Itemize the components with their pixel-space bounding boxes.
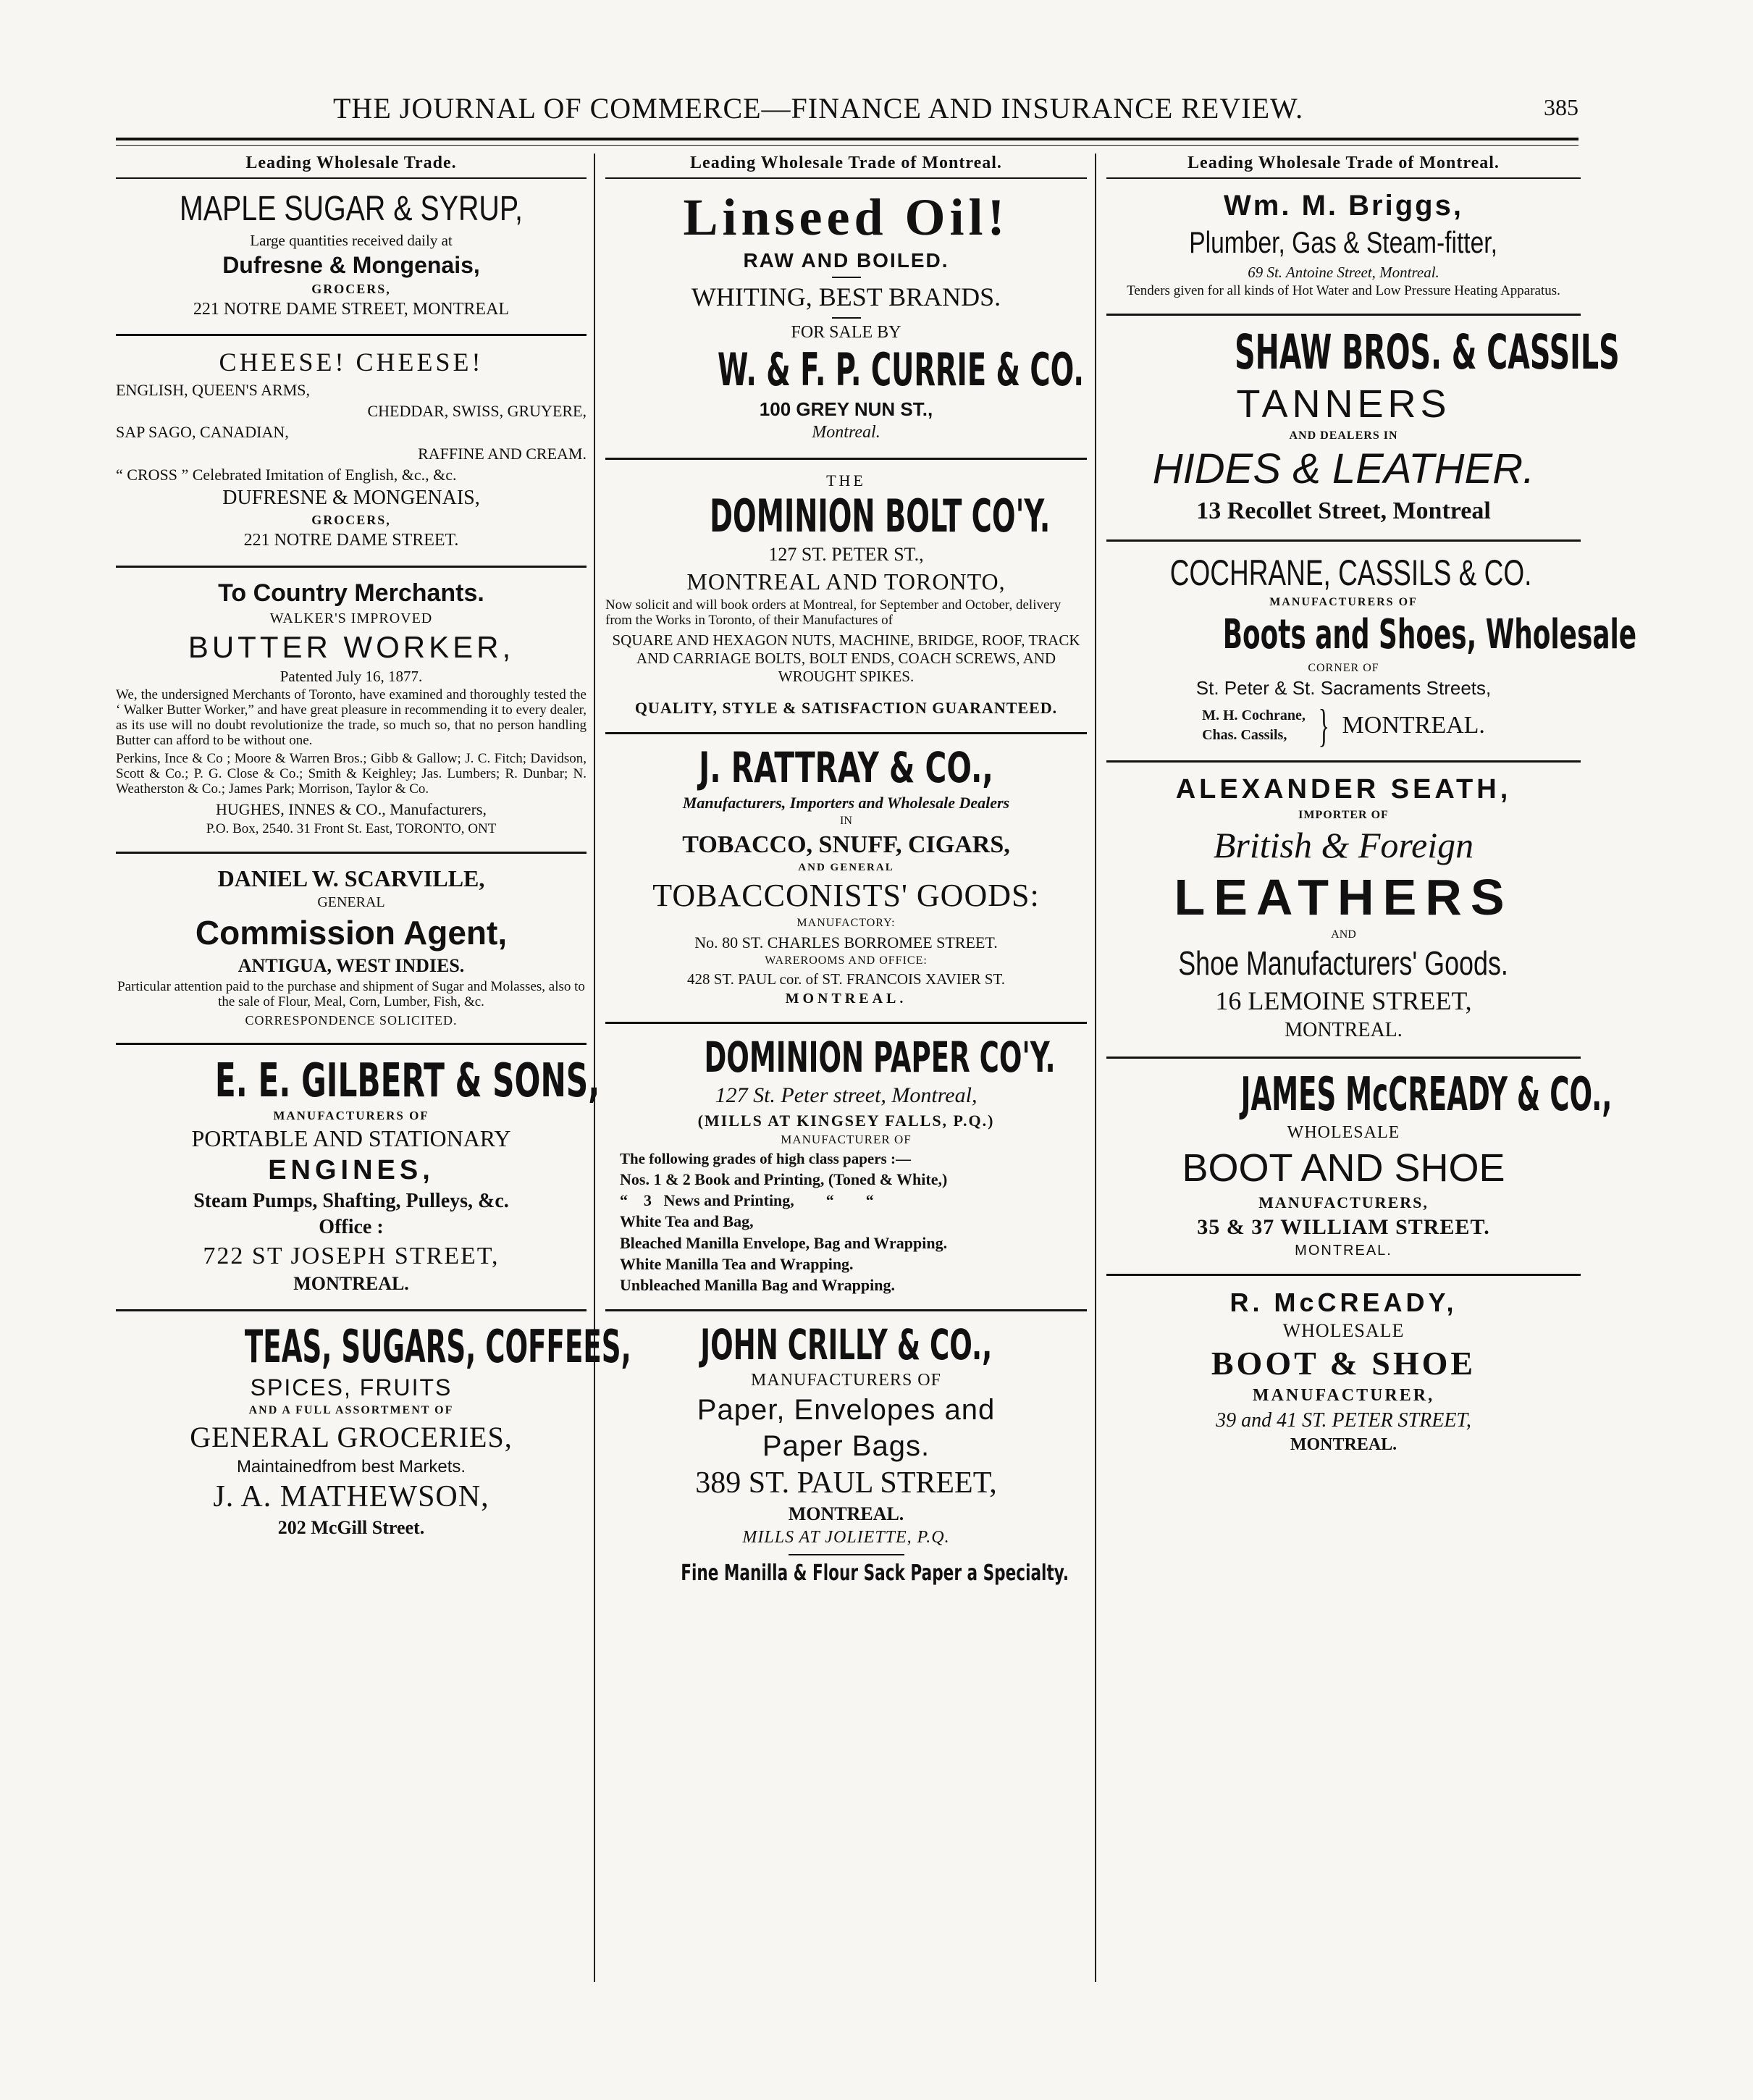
partners-block (1106, 699, 1581, 751)
firm-name: JOHN CRILLY & CO., (700, 1319, 992, 1369)
ad-cochrane-cassils (1106, 552, 1637, 763)
firm-name: Wm. M. Briggs, (1224, 190, 1463, 222)
paper-grades-list (605, 1150, 1087, 1295)
ad-text: Paper, Envelopes and (697, 1394, 996, 1427)
ad-text: MANUFACTURER OF (781, 1133, 912, 1147)
ad-text: CORNER OF (1308, 661, 1379, 674)
ad-text: AND A FULL ASSORTMENT OF (248, 1404, 454, 1417)
brace-glyph: } (1318, 699, 1329, 751)
ad-text: Patented July 16, 1877. (279, 668, 423, 686)
ad-gilbert (116, 1054, 600, 1312)
ad-text: MONTREAL AND TORONTO, (686, 568, 1006, 595)
ad-address: 127 St. Peter street, Montreal, (715, 1083, 978, 1108)
ad-text: (MILLS AT KINGSEY FALLS, P.Q.) (697, 1111, 995, 1130)
product-name: BOOT & SHOE (1211, 1345, 1476, 1382)
column-right (1106, 154, 1637, 1982)
ad-r-mccready (1106, 1288, 1581, 1470)
firm-name: J. RATTRAY & CO., (699, 742, 993, 792)
ad-body: Perkins, Ince & Co ; Moore & Warren Bros.; Gibb & Gallow; J. C. Fitch; Davidson, Scott & Co.; P. G. Close & Co.; Smith & Keighley; Jas. Lumbers; R. Dunbar; N. Weatherston & Co.; James Park; Morrison, Taylor & Co. (116, 750, 587, 797)
page-header (116, 87, 1578, 130)
ad-text: THE (826, 471, 866, 490)
ad-text: Maintainedfrom best Markets. (236, 1456, 466, 1477)
ad-title: Linseed Oil! (683, 188, 1009, 246)
ad-text: RAW AND BOILED. (743, 249, 949, 272)
ad-city: MONTREAL. (293, 1273, 409, 1295)
ad-title: Commission Agent, (195, 914, 508, 952)
product-name: Boots and Shoes, Wholesale (1222, 611, 1637, 659)
ad-city: MONTREAL. (1285, 1019, 1403, 1042)
ad-address: 221 NOTRE DAME STREET, MONTREAL (193, 299, 510, 319)
ad-text: Steam Pumps, Shafting, Pulleys, &c. (193, 1189, 509, 1212)
ad-text: WHOLESALE (1287, 1122, 1400, 1142)
ad-title: MAPLE SUGAR & SYRUP, (180, 190, 523, 228)
ad-text: MANUFACTORY: (796, 917, 896, 930)
ad-text: MANUFACTURERS, (1258, 1193, 1429, 1212)
ad-address: 202 McGill Street. (277, 1517, 425, 1539)
firm-name: W. & F. P. CURRIE & CO. (718, 343, 1085, 397)
ad-body: Tenders given for all kinds of Hot Water and Low Pressure Heating Apparatus. (1127, 283, 1560, 299)
ad-text: MILLS AT JOLIETTE, P.Q. (742, 1528, 950, 1547)
column-heading: Leading Wholesale Trade. (116, 154, 587, 179)
ad-city: MONTREAL. (1295, 1243, 1392, 1259)
column-heading: Leading Wholesale Trade of Montreal. (1106, 154, 1581, 179)
ad-text: Fine Manilla & Flour Sack Paper a Specialty. (681, 1560, 1069, 1586)
ad-city: MONTREAL. (785, 991, 907, 1007)
ad-alexander-seath (1106, 774, 1581, 1059)
firm-name: DANIEL W. SCARVILLE, (217, 865, 485, 891)
ad-text: FOR SALE BY (791, 322, 901, 342)
ad-text: TOBACCO, SNUFF, CIGARS, (682, 831, 1010, 859)
short-rule (832, 317, 861, 319)
ad-text: TOBACCONISTS' GOODS: (652, 877, 1040, 913)
ad-text: AND (1331, 928, 1356, 941)
ad-teas (116, 1320, 631, 1553)
ad-address: 35 & 37 WILLIAM STREET. (1197, 1214, 1490, 1239)
ad-text: SAP SAGO, CANADIAN, (116, 423, 289, 442)
ad-address: 16 LEMOINE STREET, (1215, 986, 1472, 1015)
ad-text: GENERAL GROCERIES, (190, 1420, 513, 1453)
product-name: BOOT AND SHOE (1182, 1146, 1505, 1190)
ad-james-mccready (1106, 1068, 1613, 1276)
ad-text: HIDES & LEATHER. (1152, 445, 1535, 493)
ad-body: Particular attention paid to the purchase and shipment of Sugar and Molasses, also to the sale of Flour, Meal, Corn, Lumber, Fish, &c. (117, 979, 585, 1010)
ad-rattray (605, 742, 1087, 1025)
column-heading: Leading Wholesale Trade of Montreal. (605, 154, 1087, 179)
product-name: ENGINES, (268, 1155, 434, 1186)
ad-text: Plumber, Gas & Steam-fitter, (1189, 225, 1498, 259)
ad-text: GROCERS, (311, 513, 391, 528)
ad-title: To Country Merchants. (218, 579, 484, 607)
ad-maple-sugar (116, 189, 587, 336)
ad-text: GROCERS, (311, 282, 391, 297)
firm-name: JAMES McCREADY & CO., (1240, 1068, 1613, 1122)
ad-text: “ CROSS ” Celebrated Imitation of English, &c., &c. (116, 465, 457, 484)
list-item: Unbleached Manilla Bag and Wrapping. (620, 1276, 896, 1295)
ad-text: Office : (319, 1216, 384, 1239)
firm-name: DOMINION PAPER CO'Y. (704, 1033, 1056, 1083)
ad-text: MANUFACTURERS OF (273, 1108, 429, 1122)
ad-title: TEAS, SUGARS, COFFEES, (244, 1320, 631, 1374)
list-item: The following grades of high class papers :— (620, 1149, 911, 1167)
ad-address: P.O. Box, 2540. 31 Front St. East, TORONTO, ONT (206, 820, 497, 836)
firm-name: R. McCREADY, (1229, 1288, 1458, 1318)
short-rule (789, 1554, 904, 1555)
ad-text: WHOLESALE (1282, 1320, 1405, 1342)
partner-name: M. H. Cochrane, (1202, 707, 1306, 723)
ad-text: MANUFACTURERS OF (1269, 595, 1418, 608)
column-left (116, 154, 631, 1982)
ad-text: Large quantities received daily at (250, 232, 453, 250)
ad-dominion-paper (605, 1033, 1087, 1311)
ad-butter-worker (116, 579, 587, 854)
ad-text: IMPORTER OF (1298, 808, 1389, 821)
column-middle (605, 154, 1087, 1982)
ad-address: St. Peter & St. Sacraments Streets, (1195, 677, 1492, 700)
list-item: Bleached Manilla Envelope, Bag and Wrapping. (620, 1233, 948, 1252)
ad-text: MANUFACTURERS OF (751, 1370, 941, 1390)
ad-text: CORRESPONDENCE SOLICITED. (245, 1013, 458, 1028)
list-item: White Tea and Bag, (620, 1212, 754, 1231)
ad-body: Now solicit and will book orders at Montreal, for September and October, delivery from the Works in Toronto, of their Manufactures of (605, 597, 1062, 628)
firm-name: ALEXANDER SEATH, (1175, 773, 1512, 805)
column-divider (1095, 154, 1096, 1982)
ad-address: 389 ST. PAUL STREET, (695, 1466, 997, 1500)
ad-body: We, the undersigned Merchants of Toronto, have examined and thoroughly tested the ‘ Walker Butter Worker,” and have great pleasure in recommending it to every dealer, as its use will no doubt revolutionize the trade, so much so, that no person handling Butter can afford to be without one. (116, 687, 587, 748)
ad-text: British & Foreign (1213, 825, 1474, 866)
journal-title: THE JOURNAL OF COMMERCE—FINANCE AND INSURANCE REVIEW. (333, 92, 1304, 125)
ad-john-crilly (605, 1319, 1087, 1601)
firm-name: HUGHES, INNES & CO., Manufacturers, (216, 799, 487, 818)
ad-scarville (116, 865, 587, 1045)
ad-text: Shoe Manufacturers' Goods. (1178, 944, 1509, 982)
page-number: 385 (1544, 94, 1578, 120)
firm-name: DUFRESNE & MONGENAIS, (222, 487, 480, 510)
ad-text: GENERAL (317, 894, 385, 911)
ad-body: SQUARE AND HEXAGON NUTS, MACHINE, BRIDGE, ROOF, TRACK AND CARRIAGE BOLTS, BOLT ENDS, COACH SCREWS, AND WROUGHT SPIKES. (612, 631, 1080, 686)
ad-text: AND GENERAL (798, 862, 894, 874)
firm-name: Dufresne & Mongenais, (222, 252, 480, 279)
ad-text: ANTIGUA, WEST INDIES. (237, 955, 465, 977)
ad-address: 13 Recollet Street, Montreal (1196, 497, 1491, 524)
header-rule (116, 138, 1578, 140)
ad-address: 127 ST. PETER ST., (768, 544, 924, 566)
ad-text: ENGLISH, QUEEN'S ARMS, (116, 380, 310, 399)
firm-name: DOMINION BOLT CO'Y. (710, 490, 1051, 543)
firm-name: SHAW BROS. & CASSILS (1235, 324, 1620, 381)
ad-city: MONTREAL. (1342, 712, 1485, 739)
product-name: BUTTER WORKER, (188, 629, 515, 664)
short-rule (832, 277, 861, 278)
ad-address: 100 GREY NUN ST., (759, 398, 933, 420)
ad-text: MANUFACTURER, (1252, 1386, 1435, 1406)
ad-briggs (1106, 189, 1581, 316)
ad-address: No. 80 ST. CHARLES BORROMEE STREET. (694, 933, 998, 952)
list-item: Nos. 1 & 2 Book and Printing, (Toned & White,) (620, 1169, 948, 1188)
ad-address: 428 ST. PAUL cor. of ST. FRANCOIS XAVIER ST. (686, 970, 1006, 988)
ad-text: WHITING, BEST BRANDS. (691, 282, 1001, 312)
ad-address: 221 NOTRE DAME STREET. (243, 531, 459, 550)
list-item: White Manilla Tea and Wrapping. (620, 1255, 854, 1274)
ad-shaw-bros (1106, 324, 1620, 542)
firm-name: J. A. MATHEWSON, (213, 1480, 489, 1514)
ad-text: CHEDDAR, SWISS, GRUYERE, (367, 402, 587, 421)
product-name: LEATHERS (1174, 868, 1513, 925)
ad-text: IN (840, 814, 852, 827)
ad-text: Manufacturers, Importers and Wholesale Dealers (682, 793, 1010, 812)
ad-text: TANNERS (1236, 382, 1451, 426)
ad-city: Montreal. (812, 423, 880, 442)
ad-text: QUALITY, STYLE & SATISFACTION GUARANTEED. (634, 699, 1058, 718)
firm-name: COCHRANE, CASSILS & CO. (1169, 552, 1532, 593)
partner-name: Chas. Cassils, (1202, 726, 1287, 743)
ad-address: 69 St. Antoine Street, Montreal. (1248, 264, 1439, 282)
ad-text: AND DEALERS IN (1289, 429, 1398, 442)
ad-text: Paper Bags. (762, 1430, 930, 1463)
ad-city: MONTREAL. (1290, 1435, 1397, 1455)
ad-cheese (116, 348, 587, 567)
header-rule-thin (116, 145, 1578, 146)
ad-dominion-bolt (605, 471, 1087, 734)
ad-text: SPICES, FRUITS (250, 1374, 453, 1401)
ad-text: WAREROOMS AND OFFICE: (765, 954, 928, 967)
ad-address: 722 ST JOSEPH STREET, (203, 1243, 500, 1270)
ad-address: 39 and 41 ST. PETER STREET, (1216, 1408, 1471, 1432)
ad-text: WALKER'S IMPROVED (269, 610, 433, 626)
ad-city: MONTREAL. (788, 1503, 904, 1525)
ad-text: RAFFINE AND CREAM. (418, 444, 587, 463)
list-item: “ 3 News and Printing, “ “ (620, 1191, 874, 1210)
ad-text: PORTABLE AND STATIONARY (191, 1125, 511, 1152)
ad-linseed-oil (605, 189, 1087, 460)
ad-title: CHEESE! CHEESE! (219, 348, 484, 377)
firm-name: E. E. GILBERT & SONS, (214, 1054, 600, 1108)
